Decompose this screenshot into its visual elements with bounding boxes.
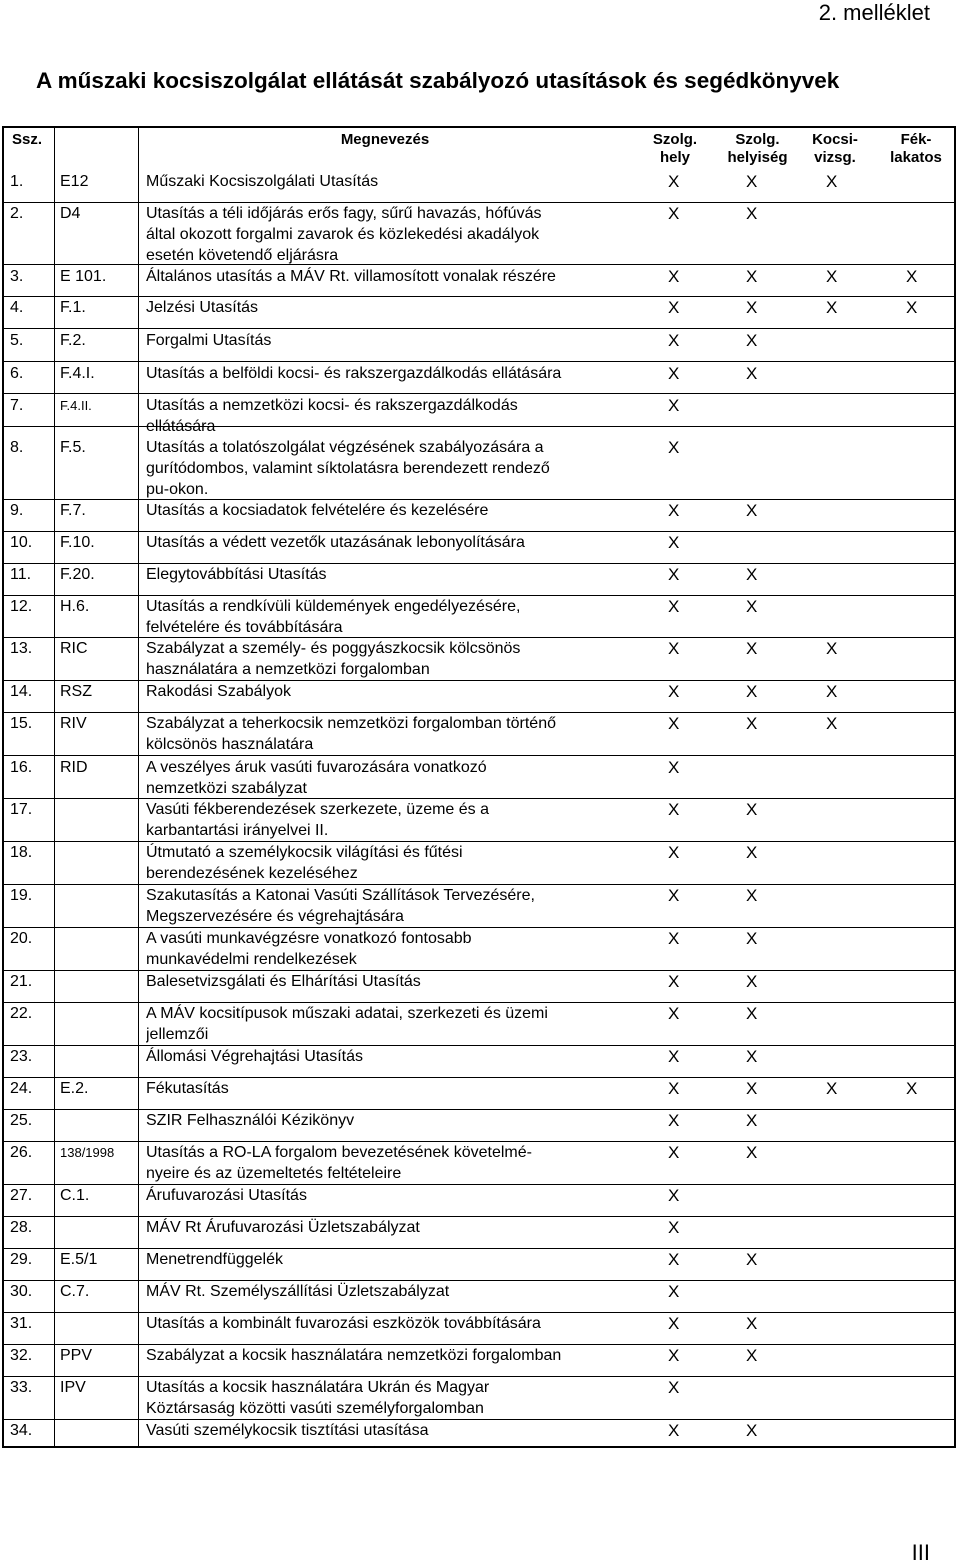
row-mark: X xyxy=(668,1314,680,1333)
row-code: F.7. xyxy=(60,502,86,519)
row-code: C.7. xyxy=(60,1283,90,1300)
row-code: F.1. xyxy=(60,299,86,316)
row-code: F.20. xyxy=(60,566,95,583)
row-number: 10. xyxy=(10,534,33,551)
row-number: 12. xyxy=(10,598,33,615)
row-mark: X xyxy=(668,1079,680,1098)
row-mark: X xyxy=(668,1282,680,1301)
row-mark: X xyxy=(668,1186,680,1205)
row-mark: X xyxy=(668,396,680,415)
row-number: 1. xyxy=(10,173,24,190)
row-code: C.1. xyxy=(60,1187,90,1204)
row-mark: X xyxy=(668,1004,680,1023)
row-mark: X xyxy=(668,1421,680,1440)
row-mark: X xyxy=(668,1143,680,1162)
row-mark: X xyxy=(746,1250,758,1269)
row-mark: X xyxy=(668,1047,680,1066)
row-name-line: Általános utasítás a MÁV Rt. villamosított vonalak részére xyxy=(146,268,556,285)
row-name-line: Utasítás a RO-LA forgalom bevezetésének követelmé- xyxy=(146,1144,532,1161)
row-name-line: felvételére és továbbítására xyxy=(146,619,343,636)
row-name-line: Műszaki Kocsiszolgálati Utasítás xyxy=(146,173,379,190)
row-name-line: A vasúti munkavégzésre vonatkozó fontosabb xyxy=(146,930,472,947)
row-mark: X xyxy=(746,714,758,733)
row-mark: X xyxy=(668,1111,680,1130)
row-mark: X xyxy=(668,800,680,819)
row-name-line: SZIR Felhasználói Kézikönyv xyxy=(146,1112,355,1129)
row-mark: X xyxy=(668,267,680,286)
row-number: 31. xyxy=(10,1315,33,1332)
header-line: vizsg. xyxy=(814,149,856,166)
row-mark: X xyxy=(746,682,758,701)
row-mark: X xyxy=(668,1218,680,1237)
row-mark: X xyxy=(668,172,680,191)
row-mark: X xyxy=(746,267,758,286)
row-name-line: Utasítás a kocsiadatok felvételére és kezelésére xyxy=(146,502,489,519)
row-number: 32. xyxy=(10,1347,33,1364)
row-number: 29. xyxy=(10,1251,33,1268)
row-name-line: Árufuvarozási Utasítás xyxy=(146,1187,307,1204)
row-mark: X xyxy=(826,682,838,701)
row-mark: X xyxy=(668,929,680,948)
row-name-line: Utasítás a nemzetközi kocsi- és rakszergazdálkodás xyxy=(146,397,518,414)
row-mark: X xyxy=(746,1314,758,1333)
row-name-line: Forgalmi Utasítás xyxy=(146,332,272,349)
row-number: 17. xyxy=(10,801,33,818)
row-number: 34. xyxy=(10,1422,33,1439)
row-name-line: karbantartási irányelvei II. xyxy=(146,822,329,839)
row-name-line: Utasítás a kocsik használatára Ukrán és Magyar xyxy=(146,1379,490,1396)
row-number: 27. xyxy=(10,1187,33,1204)
row-name-line: nemzetközi szabályzat xyxy=(146,780,307,797)
row-mark: X xyxy=(746,929,758,948)
row-mark: X xyxy=(668,204,680,223)
row-name-line: pu-okon. xyxy=(146,481,209,498)
row-mark: X xyxy=(746,204,758,223)
row-code: E 101. xyxy=(60,268,107,285)
annex-label: 2. melléklet xyxy=(818,0,930,25)
header-line: Fék- xyxy=(900,131,932,148)
row-divider xyxy=(4,328,954,329)
row-name-line: berendezésének kezeléséhez xyxy=(146,865,358,882)
row-mark: X xyxy=(746,1004,758,1023)
row-mark: X xyxy=(746,331,758,350)
row-mark: X xyxy=(826,1079,838,1098)
row-divider xyxy=(4,755,954,756)
row-number: 14. xyxy=(10,683,33,700)
row-mark: X xyxy=(746,597,758,616)
row-mark: X xyxy=(746,1346,758,1365)
row-code: F.10. xyxy=(60,534,95,551)
row-mark: X xyxy=(746,364,758,383)
row-number: 21. xyxy=(10,973,33,990)
row-number: 4. xyxy=(10,299,24,316)
row-mark: X xyxy=(668,331,680,350)
row-mark: X xyxy=(746,172,758,191)
row-mark: X xyxy=(906,298,918,317)
row-mark: X xyxy=(668,565,680,584)
row-mark: X xyxy=(826,714,838,733)
header-fek-lakatos xyxy=(876,131,956,167)
row-mark: X xyxy=(746,639,758,658)
row-number: 22. xyxy=(10,1005,33,1022)
row-number: 24. xyxy=(10,1080,33,1097)
row-name-line: Utasítás a kombinált fuvarozási eszközök továbbítására xyxy=(146,1315,541,1332)
header-line: Szolg. xyxy=(652,131,698,148)
row-mark: X xyxy=(746,1111,758,1130)
row-name-line: Szabályzat a kocsik használatára nemzetközi forgalomban xyxy=(146,1347,562,1364)
row-name-line: Jelzési Utasítás xyxy=(146,299,259,316)
row-name-line: Balesetvizsgálati és Elhárítási Utasítás xyxy=(146,973,421,990)
row-name-line: Rakodási Szabályok xyxy=(146,683,291,700)
row-number: 26. xyxy=(10,1144,33,1161)
row-mark: X xyxy=(668,533,680,552)
row-mark: X xyxy=(668,714,680,733)
header-ssz: Ssz. xyxy=(12,131,43,148)
row-name-line: Utasítás a belföldi kocsi- és rakszergazdálkodás ellátására xyxy=(146,365,562,382)
row-name-line: által okozott forgalmi zavarok és közlekedési akadályok xyxy=(146,226,540,243)
row-name-line: Köztársaság közötti vasúti személyforgalomban xyxy=(146,1400,484,1417)
row-mark: X xyxy=(746,1079,758,1098)
row-name-line: MÁV Rt Árufuvarozási Üzletszabályzat xyxy=(146,1219,420,1236)
row-name-line: Vasúti fékberendezések szerkezete, üzeme és a xyxy=(146,801,489,818)
row-number: 16. xyxy=(10,759,33,776)
row-code: F.5. xyxy=(60,439,86,456)
row-number: 7. xyxy=(10,397,24,414)
row-mark: X xyxy=(668,682,680,701)
row-mark: X xyxy=(746,1143,758,1162)
row-name-line: A veszélyes áruk vasúti fuvarozására vonatkozó xyxy=(146,759,487,776)
row-code: D4 xyxy=(60,205,81,222)
row-number: 23. xyxy=(10,1048,33,1065)
row-number: 5. xyxy=(10,332,24,349)
row-code: RSZ xyxy=(60,683,92,700)
header-kocsi-vizsg xyxy=(800,131,870,167)
row-name-line: Elegytovábbítási Utasítás xyxy=(146,566,327,583)
row-name-line: Fékutasítás xyxy=(146,1080,229,1097)
row-name-line: Szabályzat a teherkocsik nemzetközi forgalomban történő xyxy=(146,715,556,732)
row-mark: X xyxy=(668,886,680,905)
row-code: RIV xyxy=(60,715,87,732)
row-number: 28. xyxy=(10,1219,33,1236)
row-mark: X xyxy=(826,267,838,286)
header-line: helyiség xyxy=(727,149,788,166)
header-szolg-helyiseg xyxy=(715,131,800,167)
row-mark: X xyxy=(668,639,680,658)
row-name-line: A MÁV kocsitípusok műszaki adatai, szerkezeti és üzemi xyxy=(146,1005,548,1022)
row-mark: X xyxy=(906,267,918,286)
header-line: lakatos xyxy=(890,149,942,166)
row-number: 6. xyxy=(10,365,24,382)
row-code: IPV xyxy=(60,1379,86,1396)
row-mark: X xyxy=(906,1079,918,1098)
row-mark: X xyxy=(668,298,680,317)
row-number: 19. xyxy=(10,887,33,904)
row-name-line: használatára a nemzetközi forgalomban xyxy=(146,661,430,678)
row-name-line: jellemzői xyxy=(146,1026,209,1043)
row-mark: X xyxy=(668,972,680,991)
row-number: 30. xyxy=(10,1283,33,1300)
row-mark: X xyxy=(746,1047,758,1066)
row-mark: X xyxy=(746,843,758,862)
row-code: H.6. xyxy=(60,598,90,615)
row-name-line: Útmutató a személykocsik világítási és fűtési xyxy=(146,844,463,861)
header-line: Szolg. xyxy=(735,131,780,148)
row-name-line: munkavédelmi rendelkezések xyxy=(146,951,357,968)
row-code: F.4.II. xyxy=(60,398,92,413)
row-number: 15. xyxy=(10,715,33,732)
row-mark: X xyxy=(746,1421,758,1440)
row-code: 138/1998 xyxy=(60,1145,115,1160)
row-number: 25. xyxy=(10,1112,33,1129)
row-mark: X xyxy=(746,800,758,819)
row-code: RIC xyxy=(60,640,88,657)
row-name-line: Szakutasítás a Katonai Vasúti Szállítások Tervezésére, xyxy=(146,887,535,904)
row-number: 13. xyxy=(10,640,33,657)
row-name-line: nyeire és az üzemeltetés feltételeire xyxy=(146,1165,402,1182)
row-mark: X xyxy=(746,298,758,317)
row-mark: X xyxy=(668,1346,680,1365)
row-mark: X xyxy=(746,501,758,520)
row-name-line: Megszervezésére és végrehajtására xyxy=(146,908,404,925)
header-name: Megnevezés xyxy=(340,131,430,148)
row-number: 2. xyxy=(10,205,24,222)
row-mark: X xyxy=(668,758,680,777)
row-code: E12 xyxy=(60,173,89,190)
row-number: 3. xyxy=(10,268,24,285)
row-name-line: gurítódombos, valamint síktolatásra berendezett rendező xyxy=(146,460,550,477)
row-mark: X xyxy=(746,565,758,584)
row-name-line: Állomási Végrehajtási Utasítás xyxy=(146,1048,363,1065)
row-code: F.4.I. xyxy=(60,365,95,382)
row-mark: X xyxy=(826,639,838,658)
row-name-line: kölcsönös használatára xyxy=(146,736,314,753)
row-divider xyxy=(4,361,954,362)
row-code: RID xyxy=(60,759,88,776)
row-name-line: ellátására xyxy=(146,418,216,435)
row-name-line: MÁV Rt. Személyszállítási Üzletszabályzat xyxy=(146,1283,450,1300)
row-mark: X xyxy=(746,886,758,905)
row-code: E.5/1 xyxy=(60,1251,98,1268)
row-number: 18. xyxy=(10,844,33,861)
row-divider xyxy=(4,393,954,394)
page-number: III xyxy=(911,1540,930,1565)
row-mark: X xyxy=(668,438,680,457)
row-mark: X xyxy=(668,1378,680,1397)
row-number: 20. xyxy=(10,930,33,947)
row-name-line: Utasítás a védett vezetők utazásának lebonyolítására xyxy=(146,534,525,551)
row-code: E.2. xyxy=(60,1080,89,1097)
row-mark: X xyxy=(668,1250,680,1269)
page-title: A műszaki kocsiszolgálat ellátását szabályozó utasítások és segédkönyvek xyxy=(36,68,840,93)
row-mark: X xyxy=(668,364,680,383)
header-line: Kocsi- xyxy=(812,131,858,148)
row-name-line: esetén követendő eljárásra xyxy=(146,247,339,264)
row-name-line: Szabályzat a személy- és poggyászkocsik kölcsönös xyxy=(146,640,521,657)
row-mark: X xyxy=(826,298,838,317)
row-mark: X xyxy=(668,597,680,616)
row-number: 8. xyxy=(10,439,24,456)
row-mark: X xyxy=(746,972,758,991)
row-mark: X xyxy=(668,843,680,862)
row-number: 9. xyxy=(10,502,24,519)
row-name-line: Utasítás a rendkívüli küldemények engedélyezésére, xyxy=(146,598,521,615)
row-mark: X xyxy=(668,501,680,520)
row-code: F.2. xyxy=(60,332,86,349)
row-name-line: Utasítás a téli időjárás erős fagy, sűrű havazás, hófúvás xyxy=(146,205,542,222)
row-name-line: Utasítás a tolatószolgálat végzésének szabályozására a xyxy=(146,439,544,456)
row-number: 11. xyxy=(10,566,32,583)
header-szolg-hely xyxy=(640,131,710,167)
header-line: hely xyxy=(659,149,690,166)
row-name-line: Vasúti személykocsik tisztítási utasítása xyxy=(146,1422,429,1439)
row-name-line: Menetrendfüggelék xyxy=(146,1251,283,1268)
row-number: 33. xyxy=(10,1379,33,1396)
row-mark: X xyxy=(826,172,838,191)
row-code: PPV xyxy=(60,1347,93,1364)
